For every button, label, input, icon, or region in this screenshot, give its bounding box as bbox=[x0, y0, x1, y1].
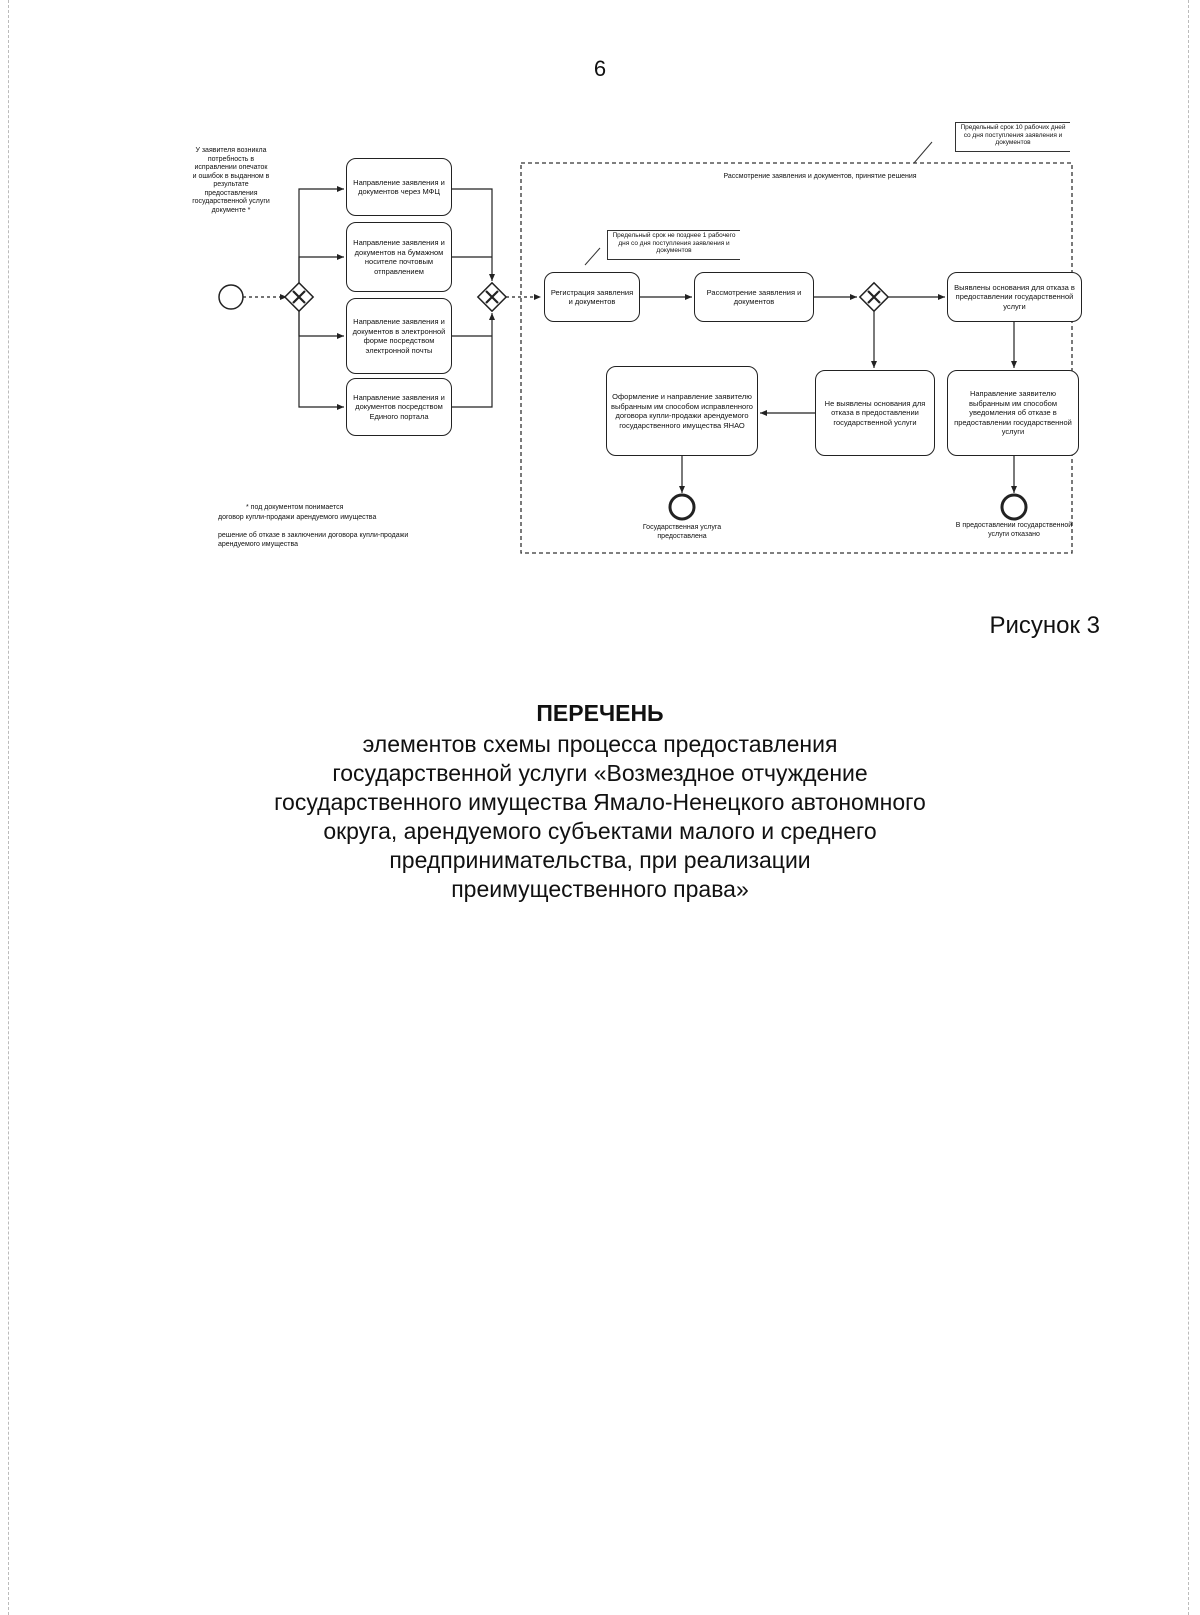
flow-split-mfc bbox=[299, 189, 344, 283]
channel-post-box: Направление заявления и документов на бумажном носителе почтовым отправлением bbox=[346, 222, 452, 292]
gateway-merge bbox=[478, 283, 506, 311]
footnote-line1: * под документом понимается bbox=[246, 504, 344, 511]
flow-split-email bbox=[299, 311, 344, 336]
page-number: 6 bbox=[593, 56, 607, 81]
end-refused-label: В предоставлении государственной услуги отказано bbox=[955, 522, 1073, 538]
review-box: Рассмотрение заявления и документов bbox=[694, 272, 814, 322]
issue-contract-box: Оформление и направление заявителю выбранным им способом исправленного договора купли-продажи арендуемого государственного имущества ЯНАО bbox=[606, 366, 758, 456]
channel-mfc-box: Направление заявления и документов через МФЦ bbox=[346, 158, 452, 216]
flow-merge-portal bbox=[452, 313, 492, 407]
flow-split-post bbox=[299, 257, 344, 283]
list-heading: ПЕРЕЧЕНЬ bbox=[536, 700, 664, 726]
applicant-need-note: У заявителя возникла потребность в исправлении опечаток и ошибок в выданном в результате предоставления государственной услуги документе * bbox=[192, 147, 270, 214]
registration-box: Регистрация заявления и документов bbox=[544, 272, 640, 322]
flow-split-portal bbox=[299, 311, 344, 407]
pool-border bbox=[521, 163, 1072, 553]
channel-email-box: Направление заявления и документов в электронной форме посредством электронной почты bbox=[346, 298, 452, 374]
list-title-line: предпринимательства, при реализации bbox=[389, 847, 811, 873]
grounds-found-box: Выявлены основания для отказа в предоставлении государственной услуги bbox=[947, 272, 1082, 322]
gateway-decision bbox=[860, 283, 888, 311]
channel-portal-box: Направление заявления и документов посредством Единого портала bbox=[346, 378, 452, 436]
footnote-line2: договор купли-продажи арендуемого имущества bbox=[218, 514, 377, 521]
refusal-notice-box: Направление заявителю выбранным им способом уведомления об отказе в предоставлении государственной услуги bbox=[947, 370, 1079, 456]
end-event-refused bbox=[1002, 495, 1026, 519]
end-provided-label: Государственная услуга предоставлена bbox=[642, 524, 722, 540]
pool-label: Рассмотрение заявления и документов, принятие решения bbox=[723, 173, 917, 180]
registration-deadline-callout: Предельный срок не позднее 1 рабочего дня со дня поступления заявления и документов bbox=[607, 230, 740, 260]
pool-deadline-connector bbox=[914, 142, 932, 163]
pool-deadline-callout: Предельный срок 10 рабочих дней со дня поступления заявления и документов bbox=[955, 122, 1070, 152]
list-title-line: государственного имущества Ямало-Ненецкого автономного bbox=[274, 789, 926, 815]
list-title-line: округа, арендуемого субъектами малого и среднего bbox=[323, 818, 877, 844]
gateway-split bbox=[285, 283, 313, 311]
list-title bbox=[200, 730, 1000, 904]
start-event bbox=[219, 285, 243, 309]
list-title-line: преимущественного права» bbox=[451, 876, 749, 902]
no-grounds-box: Не выявлены основания для отказа в предоставлении государственной услуги bbox=[815, 370, 935, 456]
list-title-line: элементов схемы процесса предоставления bbox=[362, 731, 838, 757]
registration-deadline-connector bbox=[585, 248, 600, 265]
figure-caption: Рисунок 3 bbox=[989, 612, 1100, 639]
footnote-line3: решение об отказе в заключении договора купли-продажи арендуемого имущества bbox=[218, 532, 409, 548]
list-title-line: государственной услуги «Возмездное отчуждение bbox=[332, 760, 868, 786]
flow-merge-mfc bbox=[452, 189, 492, 281]
end-event-provided bbox=[670, 495, 694, 519]
